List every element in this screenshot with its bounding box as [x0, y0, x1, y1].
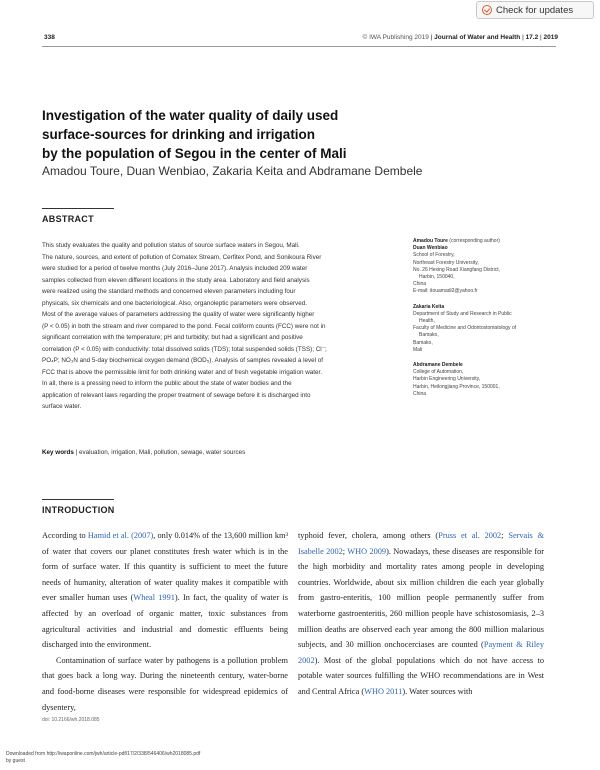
author-affiliations — [413, 238, 553, 406]
body-text: ). Most of the global populations which do not have access to potable water sources fulfilling the WHO recommendations are in West and Central Africa ( — [298, 655, 544, 696]
body-text: ; — [342, 546, 348, 556]
body-column-left — [42, 528, 288, 715]
intro-paragraph-2: Contamination of surface water by pathogens is a pollution problem that goes back a long way. During the nineteenth century, water-borne and food-borne diseases were responsible for widespread epidemics of dysentery, — [42, 655, 288, 712]
affiliation-line: Mali — [413, 346, 423, 353]
abstract-line: correlation (P < 0.05) with conductivity: total dissolved solids (TDS); total suspended solids (TSS); Cl⁻; — [42, 345, 327, 353]
title-line-3: by the population of Segou in the center of Mali — [42, 146, 347, 161]
affiliation-line: Bamako, — [419, 332, 439, 339]
doi: doi: 10.2166/wh.2018.085 — [42, 717, 100, 723]
title-line-1: Investigation of the water quality of daily used — [42, 108, 339, 123]
affiliation-line: Duan Wenbiao — [413, 245, 448, 252]
journal-name: Journal of Water and Health — [434, 34, 521, 41]
affiliation-line: Harbin, 150040, — [419, 274, 455, 281]
introduction-heading: INTRODUCTION — [42, 505, 115, 515]
affiliation-block — [413, 362, 553, 398]
header-divider — [42, 46, 556, 47]
publisher-notice: © IWA Publishing 2019 — [362, 34, 429, 41]
keywords-list: | evaluation, irrigation, Mali, pollution, sewage, water sources — [73, 449, 246, 456]
abstract-line: In all, there is a pressing need to inform the public about the state of water bodies and the — [42, 380, 292, 387]
abstract-line: Most of the average values of parameters addressing the quality of water were significantly higher — [42, 311, 315, 318]
affiliation-line: Faculty of Medicine and Odontostomatology of — [413, 325, 517, 332]
citation-link[interactable]: Servais & Isabelle 2002 — [298, 531, 544, 556]
affiliation-line: E-mail: itouamadi2@yahoo.fr — [413, 288, 478, 295]
abstract-line: PO₄P; NO₃N and 5-day biochemical oxygen demand (BOD₅). Analysis of samples revealed a level of — [42, 357, 324, 364]
affiliation-line: Health, — [419, 318, 435, 325]
affiliation-line: Department of Study and Research in Public — [413, 310, 512, 317]
affiliation-author — [413, 304, 553, 311]
download-line-2: by guest — [6, 758, 25, 764]
affiliation-line: Harbin Engineering University, — [413, 376, 481, 383]
affiliation-line: Northeast Forestry University, — [413, 259, 479, 266]
download-notice — [6, 751, 200, 765]
abstract-line: surface water. — [42, 403, 82, 410]
affiliation-line: No. 26 Hexing Road Xiangfang District, — [413, 266, 500, 273]
title-line-2: surface-sources for drinking and irrigation — [42, 127, 316, 142]
intro-paragraph-3 — [298, 528, 544, 700]
check-for-updates-button[interactable] — [476, 1, 594, 19]
affiliation-line: Bamako, — [413, 339, 433, 346]
body-text: ). In fact, the quality of water is affected by an overload of organic matter, toxic substances from agricultural activities and industrial and domestic effluents being discharged into the environment. — [42, 593, 289, 650]
affiliation-author-name: Amadou Toure — [413, 238, 448, 244]
page-number: 338 — [44, 34, 55, 41]
body-column-right — [298, 528, 544, 700]
citation-link[interactable]: WHO 2011 — [364, 686, 403, 696]
affiliation-line: China — [413, 390, 427, 397]
abstract-line: (P < 0.05) in both the stream and river compared to the pond. Fecal coliform counts (FCC) were not in — [42, 322, 326, 330]
abstract-line: FCC that is above the permissible limit for both drinking water and of fresh vegetable irrigation water. — [42, 368, 322, 376]
abstract-line: The nature, sources, and extent of pollution of Comatex Stream, Cerfitex Pond, and Sonikoura River — [42, 253, 322, 261]
affiliation-author — [413, 238, 553, 245]
affiliation-author-name: Abdramane Dembele — [413, 362, 463, 369]
abstract-line: were studied for a period of twelve months (July 2016–June 2017). Analysis included 209 water — [42, 265, 308, 272]
journal-year: 2019 — [543, 34, 558, 41]
abstract-rule — [42, 208, 114, 209]
affiliation-author — [413, 362, 553, 369]
abstract-line: application of relevant laws regarding the proper treatment of sewage before it is discharged into — [42, 391, 311, 399]
body-text: ). Nowadays, these diseases are responsible for the high morbidity and mortality rates among people in developing countries. Worldwide, about six million children die each year globally from gastro-enteritis, 100 million people permanently suffer from waterborne gastroenteritis, 260 million people have schistosomiasis, 2–3 million deaths are observed each year among the 800 million malarious subjects, and 30 million onchocerciases are counted ( — [298, 546, 545, 650]
citation-link[interactable]: Hamid et al. (2007) — [87, 531, 154, 540]
body-text: ). Water sources with — [402, 686, 473, 696]
abstract-line: physicals, six chemicals and one bacteriological. Also, organoleptic parameters were observed. — [42, 299, 307, 307]
introduction-rule — [42, 499, 114, 500]
abstract-line: This study evaluates the quality and pollution status of source surface waters in Segou, Mali. — [42, 242, 300, 249]
body-text: ; — [501, 531, 509, 540]
citation-link[interactable]: Payment & Riley 2002 — [298, 640, 544, 665]
abstract-heading: ABSTRACT — [42, 214, 94, 224]
affiliation-line: College of Automation, — [413, 369, 464, 376]
check-for-updates-label: Check for updates — [496, 5, 574, 16]
abstract-line: significant correlation with the temperature; pH and turbidity; but had a significant and positive — [42, 334, 303, 341]
check-circle-icon — [482, 5, 492, 15]
body-text: , only 0.014% of the 13,600 million km³ of water that covers our planet constitutes fresh water which is in the form of surface water. If this quantity is sufficient to meet the future needs of humanity, alteration of water quality makes it compatible with ever smaller human uses ( — [42, 531, 288, 603]
volume-issue: 17.2 — [525, 34, 539, 41]
abstract-line: samples collected from eleven different locations in the study area. Laboratory and field analysis — [42, 276, 310, 284]
intro-paragraph-1 — [42, 528, 288, 653]
affiliation-block — [413, 238, 553, 296]
citation-link[interactable]: Pruss et al. 2002 — [438, 531, 502, 540]
running-header: © IWA Publishing 2019 | Journal of Water and Health | 17.2 | 2019 — [362, 34, 558, 41]
citation-link[interactable]: WHO 2009 — [347, 546, 387, 556]
citation-link[interactable]: Wheal 1991 — [133, 593, 175, 603]
abstract-line: were realized using the standard methods and concerned eleven parameters including four — [42, 288, 296, 295]
affiliation-line: Harbin, Heilongjiang Province, 150001, — [413, 383, 500, 390]
article-title — [42, 106, 462, 163]
author-list: Amadou Toure, Duan Wenbiao, Zakaria Keita and Abdramane Dembele — [42, 164, 423, 178]
affiliation-author-note: (corresponding author) — [447, 238, 500, 244]
affiliation-block — [413, 304, 553, 354]
affiliation-line: School of Forestry, — [413, 252, 455, 259]
keywords-label: Key words — [42, 449, 74, 456]
body-text: According to — [42, 531, 88, 540]
abstract-text — [42, 240, 394, 413]
keywords — [42, 447, 394, 459]
affiliation-author-name: Zakaria Keita — [413, 303, 445, 310]
body-text: typhoid fever, cholera, among others ( — [298, 531, 439, 540]
download-line-1: Downloaded from http://iwaponline.com/jwh/article-pdf/17/2/338/546406/wh2018085.pdf — [6, 751, 201, 757]
affiliation-line: China — [413, 281, 427, 288]
